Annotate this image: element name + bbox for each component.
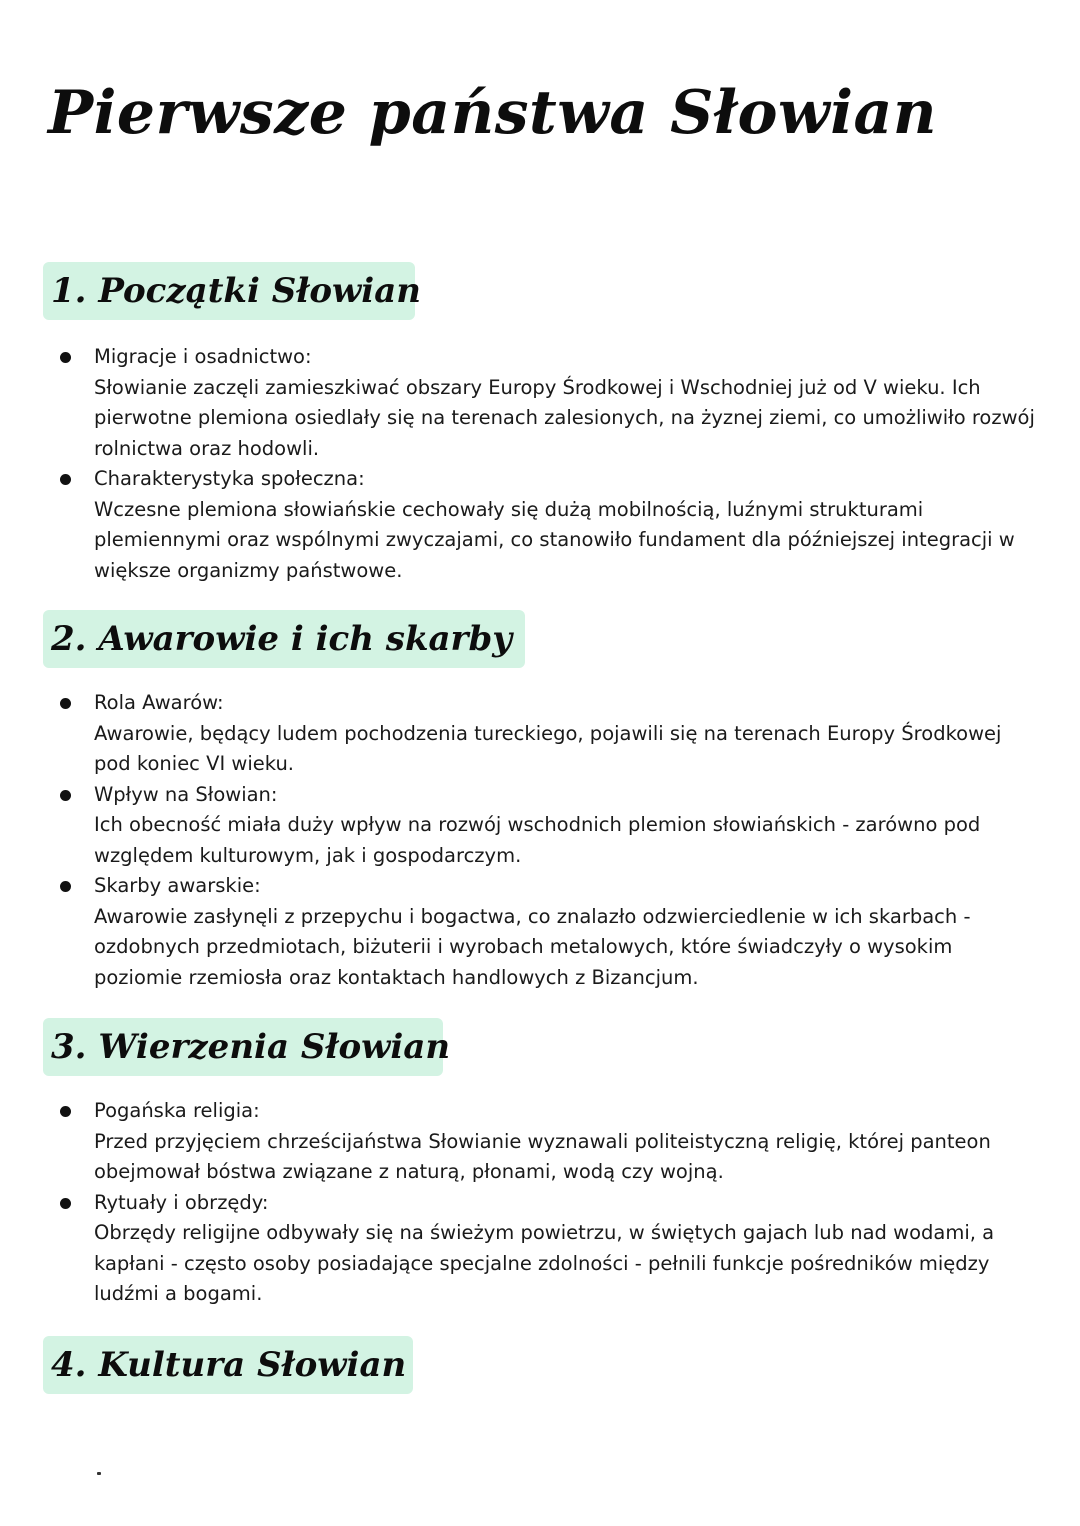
section-1-list (60, 342, 1040, 586)
list-item (60, 1096, 1040, 1188)
list-item (60, 1188, 1040, 1310)
list-item (60, 688, 1040, 780)
bullet-dot-icon (60, 790, 71, 801)
section-heading-2: 2. Awarowie i ich skarby (43, 610, 525, 668)
list-item (60, 342, 1040, 464)
list-item (60, 871, 1040, 993)
bullet-dot-icon (60, 1106, 71, 1117)
bullet-dot-icon (60, 1198, 71, 1209)
section-heading-3: 3. Wierzenia Słowian (43, 1018, 443, 1076)
section-2-list (60, 688, 1040, 993)
page-title: Pierwsze państwa Słowian (48, 78, 938, 148)
bullet-text: Awarowie zasłynęli z przepychu i bogactwa, co znalazło odzwierciedlenie w ich skarbach - ozdobnych przedmiotach, biżuterii i wyrobach metalowych, które świadczyły o wysokim poziomie rzemiosła oraz kontaktach handlowych z Bizancjum. (94, 904, 971, 989)
bullet-text: Awarowie, będący ludem pochodzenia tureckiego, pojawili się na terenach Europy Środkowej pod koniec VI wieku. (94, 721, 1002, 775)
section-heading-1: 1. Początki Słowian (43, 262, 415, 320)
bullet-dot-icon (60, 474, 71, 485)
bullet-text: Obrzędy religijne odbywały się na świeżym powietrzu, w świętych gajach lub nad wodami, a kapłani - często osoby posiadające specjalne zdolności - pełnili funkcje pośredników między ludźmi a bogami. (94, 1221, 995, 1305)
bullet-text: Przed przyjęciem chrześcijaństwa Słowianie wyznawali politeistyczną religię, której panteon obejmował bóstwa związane z naturą, płonami, wodą czy wojną. (94, 1129, 991, 1183)
bullet-title: Pogańska religia: (94, 1099, 260, 1122)
bullet-title: Rytuały i obrzędy: (94, 1190, 269, 1214)
section-heading-4: 4. Kultura Słowian (43, 1336, 413, 1394)
bullet-text: Wczesne plemiona słowiańskie cechowały się dużą mobilnością, luźnymi strukturami plemiennymi oraz wspólnymi zwyczajami, co stanowiło fundament dla późniejszej integracji w większe organizmy państwowe. (94, 497, 1015, 582)
list-item (60, 780, 1040, 872)
bullet-dot-icon (60, 698, 71, 709)
bullet-text: Słowianie zaczęli zamieszkiwać obszary Europy Środkowej i Wschodniej już od V wieku. Ich pierwotne plemiona osiedlały się na terenach zalesionych, na żyznej ziemi, co umożliwiło rozwój rolnictwa oraz hodowli. (94, 375, 1035, 460)
bullet-title: Skarby awarskie: (94, 874, 261, 897)
bullet-dot-icon (60, 352, 71, 363)
section-3-list (60, 1096, 1040, 1310)
bullet-title: Migracje i osadnictwo: (94, 345, 312, 368)
bullet-title: Wpływ na Słowian: (94, 782, 278, 806)
bullet-dot-icon (60, 881, 71, 892)
pen-mark (97, 1472, 101, 1475)
bullet-text: Ich obecność miała duży wpływ na rozwój wschodnich plemion słowiańskich - zarówno pod względem kulturowym, jak i gospodarczym. (94, 813, 981, 867)
list-item (60, 464, 1040, 586)
bullet-title: Charakterystyka społeczna: (94, 467, 365, 490)
bullet-title: Rola Awarów: (94, 691, 224, 714)
